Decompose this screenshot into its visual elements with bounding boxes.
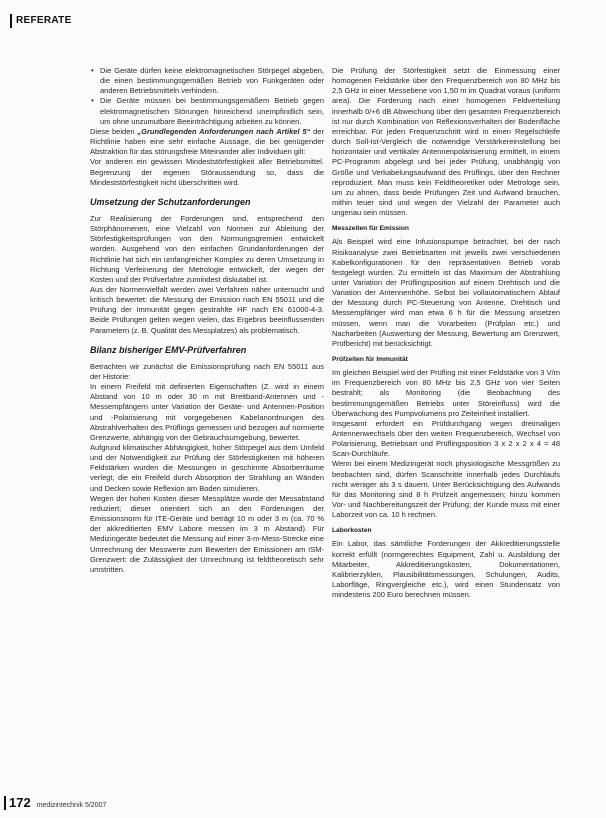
- body-paragraph: Vor anderen ein gewissen Mindeststörfestigkeit aller Betriebsmittel. Begrenzung der eigenen Störaussendung so, dass die Mindeststörfestigkeit nicht überschritten wird.: [90, 157, 324, 187]
- paragraph-text: Diese beiden: [90, 126, 138, 136]
- requirements-list: [90, 66, 324, 127]
- section-heading: Bilanz bisheriger EMV-Prüfverfahren: [90, 344, 247, 355]
- body-paragraph: Als Beispiel wird eine Infusionspumpe betrachtet, bei der nach Risikoanalyse zwei Betriebsarten mit jeweils zwei verschiedenen Kabelkonfigurationen für den repräsentativen Betrieb vorab festgelegt wurden. Zu ermitteln ist das Maximum der Abstrahlung unter Variation der Prüflingsposition auf einem Drehtisch und die Variation der Antennenhöhe. Selbst bei vollautomatischem Ablauf der Messung durch PC-Steuerung von Antenne, Drehtisch und Messempfänger wird man etwa 6 h für die Messung ansetzen müssen, wenn man die Vorarbeiten (Prüfplan etc.) und Nacharbeiten (Auswertung der Messung, Bewertung am Grenzwert, Prüfbericht) mit berücksichtigt.: [332, 237, 560, 348]
- section-label: REFERATE: [10, 14, 72, 28]
- body-paragraph: Zur Realisierung der Forderungen sind, entsprechend den Störphänomenen, eine Vielzahl von Normen zur Ableitung der Störfestigkeitsprüfungen von den Normungsgremien entwickelt worden. Ausgehend von den einfachen Grundanforderungen der Richtlinie hat sich ein umfangreicher Komplex zu deren Umsetzung in Richtung Verfeinerung der Metrologie entwickelt, der wegen der Kosten und der Prüfverfahre zumindest diskutabel ist.: [90, 213, 324, 284]
- right-column: [332, 66, 560, 600]
- body-paragraph: Im gleichen Beispiel wird der Prüfling mit einer Feldstärke von 3 V/m im Frequenzbereich von 80 MHz bis 2,5 GHz von vier Seiten bestrahlt; als Monitoring (die Beobachtung des bestimmungsgemäßen Betriebs unter Störeinfluss) wird die Überwachung des Pumpvolumens pro Zeiteinheit installiert.: [332, 368, 560, 418]
- left-column: [90, 66, 324, 575]
- body-paragraph: In einem Freifeld mit definierten Eigenschaften (Z. wird in einem Abstand von 10 m oder 30 m mit Breitband-Antennen und -Messempfängern unter Variation der Geräte- und Antennen-Position und -Polarisierung mit vorgegebenen Kabelanordnungen des Abstrahlverhalten des Prüflings gemessen und bezogen auf normierte Grenzwerte, abhängig von der Gebrauchsumgebung, bewertet.: [90, 382, 324, 442]
- subsection-heading: Laborkosten: [332, 527, 372, 535]
- body-paragraph: Insgesamt erfordert ein Prüfdurchgang wegen dreimaligen Antennenwechsels über den weiten Frequenzbereich, Wechsel von Polarisierung, Betriebsart und Prüflingsposition 3 x 2 x 2 x 4 = 48 Scan-Durchläufe.: [332, 418, 560, 459]
- emphasis-text: „Grundlegenden Anforderungen nach Artikel 5“: [137, 126, 311, 136]
- body-paragraph: Wegen der hohen Kosten dieser Messplätze wurde der Messabstand reduziert; dieser orientiert sich an den Forderungen der Emissionsnorm für ITE-Geräte und beträgt 10 m oder 3 m (ca. 70 % der akkreditierten EMV Labore messen im 3 m Abstand). Für Medizingeräte bedeutet die Messung auf einer 3-m-Mess-Strecke eine Umrechnung der Messwerte zum Bewerten der Emissionen am ISM-Grenzwert: die Zulässigkeit der Umrechnung ist feldtheoretisch sehr umstritten.: [90, 493, 324, 574]
- body-paragraph: [90, 127, 324, 157]
- page-footer: [4, 796, 106, 814]
- page-number: 172: [4, 796, 31, 810]
- body-paragraph: Die Prüfung der Störfestigkeit setzt die Einmessung einer homogenen Feldstärke über den Frequenzbereich von 80 MHz bis 2,5 GHz in einer Messebene von 1,50 m im Quadrat voraus (uniform area). Die Forderung nach einer homogenen Feldverteilung innerhalb 0/+6 dB Abweichung über den gesamten Frequenzbereich ist nur durch Kombination von Reflexionsverhalten der Bodenfläche erreichbar. Für jeden Frequenzschritt wird in einen Regelschleife durch Soll-Ist-Vergleich die notwendige Verstärkereinstellung bei horizontaler und vertikaler Antennenpolarisierung ermittelt, in einem PC-Programm abgelegt und bei jeder Prüfung, unabhängig von Größe und Verkabelungsaufwand des Prüflings, über den Rechner reproduziert. Man muss kein Feldtheoretiker oder Metrologe sein, um zu ahnen, dass beide Prüfungen Zeit und Aufwand brauchen, mithin teuer sind und wegen der Vielzahl der Parameter auch ungenau sein müssen.: [332, 66, 560, 218]
- body-paragraph: Aus der Normenvielfalt werden zwei Verfahren näher untersucht und kritisch bewertet: die Messung der Emission nach EN 55011 und die Prüfung der Immunität gegen gestrahlte HF nach EN 61000-4-3. Beide Prüfungen gelten wegen vielen, das Ergebnis beeinflussenden Parametern (z. B. Qualität des Messplatzes) als problematisch.: [90, 284, 324, 335]
- body-paragraph: Aufgrund klimatischer Abhängigkeit, hoher Störpegel aus dem Umfeld und der Notwendigkeit zur Prüfung der Störfestigkeiten mit höheren Feldstärken wurden die Messungen in geschirmte Absorberräume verlegt, die ein Freifeld durch Absorption der Strahlung an Wänden und Decken sowie Reflexion am Boden simulieren.: [90, 443, 324, 493]
- body-paragraph: Wenn bei einem Medizingerät noch physiologische Messgrößen zu beobachten sind, dürfen Scanschritte innerhalb jedes Durchlaufs nicht weniger als 3 s dauern. Unter Berücksichtigung des Aufwands für das Monitoring sind 8 h Prüfzeit angemessen; hinzu kommen Vor- und Nachbereitungszeit der Prüfung; der Kunde muss mit einer Laborzeit von ca. 10 h rechnen.: [332, 459, 560, 520]
- body-paragraph: Betrachten wir zunächst die Emissionsprüfung nach EN 55011 aus der Historie:: [90, 361, 324, 381]
- magazine-name: medizintechnik 5/2007: [36, 802, 107, 809]
- list-item: • Die Geräte dürfen keine elektromagnetischen Störpegel abgeben, die einen bestimmungsgemäßen Betrieb von Funkgeräten oder anderen Betriebsmitteln verhindern.: [100, 66, 324, 96]
- body-paragraph: Ein Labor, das sämtliche Forderungen der Akkreditierungsstelle korrekt erfüllt (normgerechtes Equipment, Zahl u. Ausbildung der Mitarbeiter, Akkreditierungskosten, Dokumentationen, Kalibrierzyklen, Plausibilitätsmessungen, Schulungen, Audits, Laborfläge, Ringvergleiche etc.), wird einen Stundensatz von mindestens 200 Euro berechnen müssen.: [332, 539, 560, 600]
- list-item: • Die Geräte müssen bei bestimmungsgemäßem Betrieb gegen elektromagnetischen Störungen hinreichend unempfindlich sein, um ohne unzumutbare Beeinträchtigung arbeiten zu können.: [100, 96, 324, 126]
- subsection-heading: Messzeiten für Emission: [332, 225, 409, 233]
- subsection-heading: Prüfzeiten für Immunität: [332, 356, 408, 364]
- section-heading: Umsetzung der Schutzanforderungen: [90, 196, 251, 207]
- paragraph-text: der Richtlinie haben eine sehr einfache Aussage, die bei genügender Abstraktion für das störungsfreie Miteinander aller Individuen gilt:: [90, 126, 324, 157]
